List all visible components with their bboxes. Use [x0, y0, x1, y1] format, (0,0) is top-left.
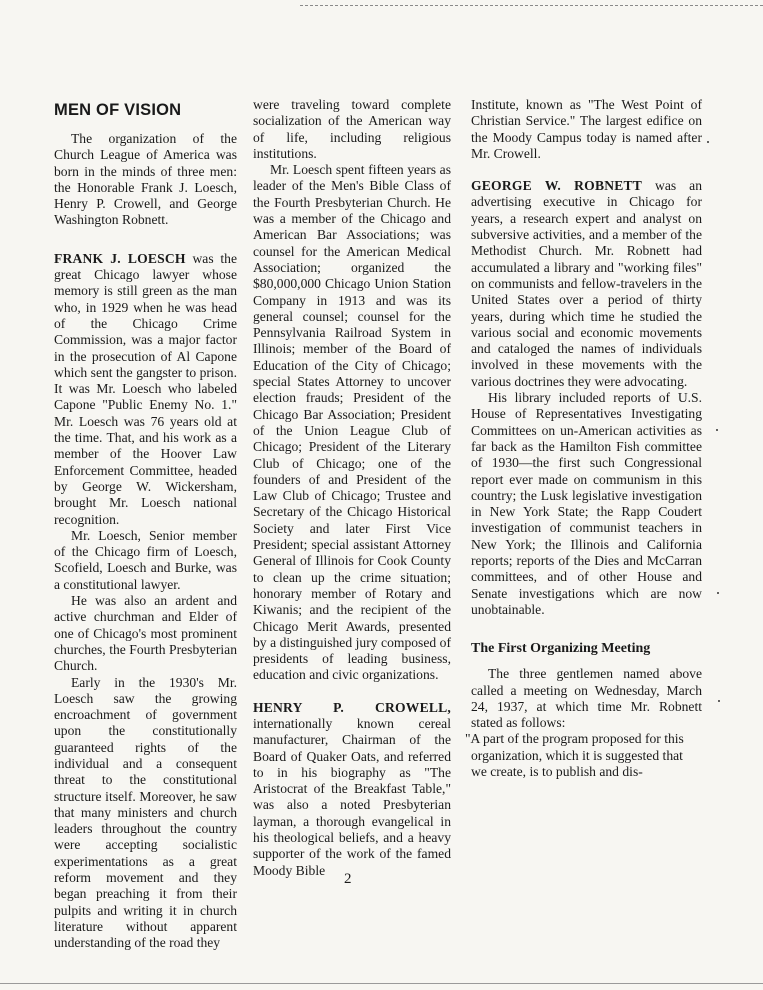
loesch-paragraph-5: Mr. Loesch spent fifteen years as leader of the Men's Bible Class of the Fourth Presbyterian Church. He was a member of the Chicago and American Bar Associations; was counsel for the American Medical Association; organized the $80,000,000 Chicago Union Station Company in 1913 and was its general counsel; counsel for the Pennsylvania Railroad System in Illinois; member of the Board of Education of the City of Chicago; special States Attorney to uncover election frauds; President of the Chicago Bar Association; President of the Union League Club of Chicago; President of the Literary Club of Chicago; one of the founders of and President of the Law Club of Chicago; Trustee and Secretary of the Chicago Historical Society and later First Vice President; special assistant Attorney General of Illinois for Cook County to clean up the crime situation; honorary member of Rotary and Kiwanis; and the recipient of the Chicago Merit Awards, presented by a distinguished jury composed of presidents of leading business, education and civic organizations.: [253, 162, 451, 683]
scan-speck: [716, 429, 718, 431]
loesch-paragraph-2: Mr. Loesch, Senior member of the Chicago firm of Loesch, Scofield, Loesch and Burke, was a constitutional lawyer.: [54, 527, 237, 592]
meeting-quote: "A part of the program proposed for this organization, which it is suggested that we create, is to publish and dis-: [465, 731, 684, 779]
loesch-paragraph-1-text: was the great Chicago lawyer whose memory is still green as the man who, in 1929 when he was head of the Chicago Crime Commission, was a major factor in the prosecution of Al Capone which sent the gangster to prison. It was Mr. Loesch who labeled Capone "Public Enemy No. 1." Mr. Loesch was 76 years old at the time. That, and his work as a member of the Hoover Law Enforcement Committee, headed by George W. Wickersham, brought Mr. Loesch national recognition.: [54, 250, 237, 527]
crowell-paragraph-1: [253, 700, 451, 879]
crowell-paragraph-1-text: internationally known cereal manufacturer, Chairman of the Board of Quaker Oats, and referred to in his biography as "The Aristocrat of the Breakfast Table," was also a noted Presbyterian layman, a thorough evangelical in his theological beliefs, and a heavy supporter of the work of the famed Moody Bible: [253, 715, 451, 878]
meeting-paragraph-1: The three gentlemen named above called a meeting on Wednesday, March 24, 1937, at which time Mr. Robnett stated as follows:: [471, 666, 702, 731]
scan-speck: [718, 700, 720, 702]
loesch-name: FRANK J. LOESCH: [54, 250, 186, 266]
crowell-paragraph-1-continued: Institute, known as "The West Point of Christian Service." The largest edifice on the Moody Campus today is named after Mr. Crowell.: [471, 97, 702, 161]
top-rule: [300, 5, 763, 6]
column-1: [54, 97, 237, 952]
scan-speck: [717, 592, 719, 594]
intro-paragraph: The organization of the Church League of America was born in the minds of three men: the Honorable Frank J. Loesch, Henry P. Crowell, and George Washington Robnett.: [54, 131, 237, 228]
section-heading: The First Organizing Meeting: [471, 641, 651, 657]
loesch-paragraph-4: Early in the 1930's Mr. Loesch saw the growing encroachment of government upon the constitutionally guaranteed rights of the individual and a consequent threat to the constitutional structure itself. Moreover, he saw that many ministers and church leaders throughout the country were accepting socialistic experimentations as a great reform movement and they began preaching it from their pulpits and writing it in church literature without apparent understanding of the road they: [54, 674, 237, 951]
robnett-paragraph-1-text: was an advertising executive in Chicago for years, a research expert and analyst on subversive activities, and a member of the Methodist Church. Mr. Robnett had accumulated a library and "working files" on communists and fellow-travelers in the United States over a period of thirty years, during which time he studied the various social and economic movements and cataloged the names of individuals involved in these movements with the various doctrines they were advocating.: [471, 178, 702, 389]
scan-speck: [707, 141, 709, 143]
robnett-paragraph-2: His library included reports of U.S. House of Representatives Investigating Committees on un-American activities as far back as the Hamilton Fish committee of 1930—the first such Congressional report ever made on communism in this country; the Lusk legislative investigation in New York State; the Rapp Coudert investigation of communist teachers in New York; the Illinois and California reports; reports of the Dies and McCarran committees, and of other House and Senate investigations which are now unobtainable.: [471, 390, 702, 617]
loesch-paragraph-3: He was also an ardent and active churchman and Elder of one of Chicago's most prominent churches, the Fourth Presbyterian Church.: [54, 593, 237, 674]
loesch-paragraph-1: [54, 251, 237, 528]
article-title: MEN OF VISION: [54, 101, 182, 119]
bottom-rule: [0, 983, 763, 984]
column-2: [253, 97, 451, 879]
crowell-name: HENRY P. CROWELL,: [253, 699, 451, 715]
column-3: [465, 97, 702, 780]
robnett-paragraph-1: [471, 178, 702, 390]
page-number: 2: [344, 871, 352, 887]
robnett-name: GEORGE W. ROBNETT: [471, 178, 643, 194]
loesch-paragraph-4-continued: were traveling toward complete socialization of the American way of life, including religious institutions.: [253, 97, 451, 161]
